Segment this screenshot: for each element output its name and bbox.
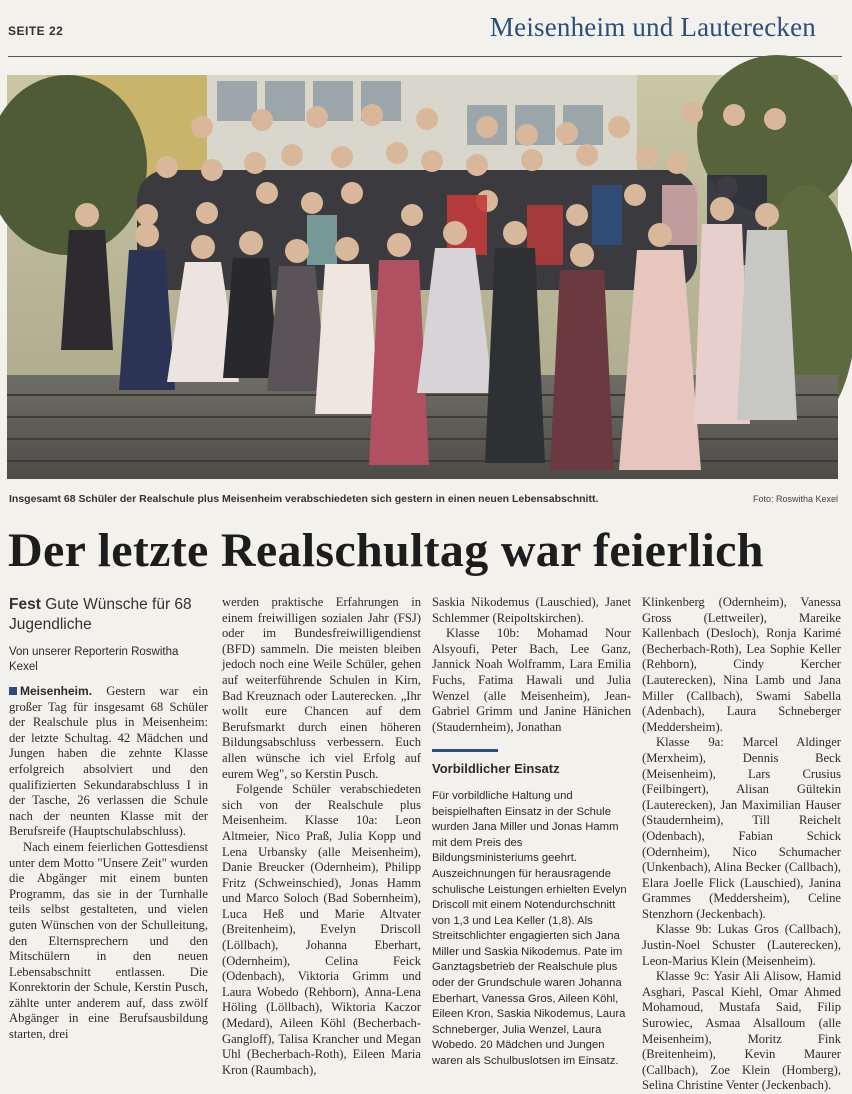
dateline: Meisenheim.	[20, 684, 93, 698]
paragraph: Klinkenberg (Odernheim), Vanessa Gross (Lettweiler), Mareike Kallenbach (Desloch), Ronja Karimé (Becherbach-Roth), Lea Sophie Keller (Rehborn), Cindy Kercher (Lauterecken), Nina Lamb und Jana Miller (Callbach), Swami Sabella (Adenbach), Laura Schneberger (Meddersheim).	[642, 595, 841, 734]
lead-paragraph	[9, 684, 208, 840]
page-number: SEITE 22	[8, 24, 64, 38]
paragraph: Gestern war ein großer Tag für insgesamt 68 Schüler der Realschule plus in Meisenheim: der letzte Schultag. 42 Mädchen und Jungen haben die zehnte Klasse erfolgreich absolviert und den qualifizierten Sekundarabschluss I in der Tasche, 26 verlassen die Schule nach der neunten Klasse mit der Berufsreife (Hauptschulabschluss).	[9, 684, 208, 839]
paragraph: werden praktische Erfahrungen in einem freiwilligen sozialen Jahr (FSJ) oder im Bundesfreiwilligendienst (BFD) sammeln. Die meisten bleiben jedoch noch eine Weile Schüler, gehen auf weiterführende Schulen in Kirn, Bad Kreuznach oder Lauterecken. „Ihr wollt eure Chancen auf dem Berufsmarkt durch einen höheren Bildungsabschluss verbessern. Euch allen wünsche ich viel Erfolg auf eurem Weg", so Kerstin Pusch.	[222, 595, 421, 781]
paragraph: Klasse 9b: Lukas Gros (Callbach), Justin-Noel Schuster (Lauterecken), Leon-Marius Klein (Meisenheim).	[642, 922, 841, 968]
box-title: Vorbildlicher Einsatz	[432, 761, 560, 777]
photo-credit: Foto: Roswitha Kexel	[752, 494, 838, 504]
header-rule	[8, 56, 842, 57]
article-author: Von unserer Reporterin Roswitha Kexel	[9, 646, 179, 673]
photo-caption: Insgesamt 68 Schüler der Realschule plus Meisenheim verabschiedeten sich gestern in einen neuen Lebensabschnitt.	[9, 493, 599, 505]
group-photo-illustration	[7, 75, 838, 479]
box-rule	[432, 749, 498, 752]
article-column-4	[642, 595, 841, 1093]
section-marker-icon	[9, 687, 17, 695]
paragraph: Klasse 9c: Yasir Ali Alisow, Hamid Asghari, Pascal Kiehl, Omar Ahmed Mohamoud, Mustafa Said, Filip Surowiec, Asmaa Alsalloum (alle Meisenheim), Moritz Fink (Breitenheim), Kevin Maurer (Callbach), Zoe Klein (Homberg), Selina Christine Venter (Jeckenbach).	[642, 969, 841, 1093]
article-column-1	[9, 595, 208, 1065]
article-column-3	[432, 595, 631, 1068]
page-header	[0, 0, 852, 60]
paragraph: Nach einem feierlichen Gottesdienst unter dem Motto "Unsere Zeit" wurden die Abgänger mit einem bunten Programm, das sie in der Turnhalle teils selbst gestalteten, und vielen guten Wünschen von der Schulleitung, den Elternsprechern und den Mitschülern in den neuen Lebensabschnitt entlassen. Die Konrektorin der Schule, Kerstin Pusch, zählte unter anderem auf, dass zwölf Abgänger in eine Berufsausbildung starten, drei	[9, 839, 208, 1042]
section-title: Meisenheim und Lauterecken	[489, 12, 816, 42]
article-column-2	[222, 595, 421, 1077]
box-text: Für vorbildliche Haltung und beispielhaften Einsatz in der Schule wurden Jana Miller und Jonas Hamm mit dem Preis des Bildungsministeriums geehrt. Auszeichnungen für herausragende schulische Leistungen erhielten Evelyn Driscoll mit einem Notendurchschnitt von 1,3 und Lea Keller (1,8). Als Streitschlichter engagierten sich Jana Miller und Saskia Nikodemus. Pate im Ganztagsbetrieb der Realschule plus oder der Grundschule waren Johanna Eberhart, Vanessa Gros, Aileen Köhl, Eileen Kron, Saskia Nikodemus, Laura Schneberger, Julia Wenzel, Laura Wobedo. 20 Mädchen und Jungen waren als Schulbuslotsen im Einsatz.	[432, 789, 627, 1068]
paragraph: Klasse 10b: Mohamad Nour Alsyoufi, Peter Bach, Lee Ganz, Jannick Noah Wolframm, Lara Emilia Fuchs, Fatima Hawali und Julia Wenzel (alle Meisenheim), Jean-Gabriel Grimm und Janine Hänichen (Staudernheim), Jonathan	[432, 626, 631, 734]
article-headline: Der letzte Realschultag war feierlich	[8, 524, 764, 577]
article-kicker	[9, 595, 208, 635]
kicker-label: Fest	[9, 596, 41, 613]
group-photo	[7, 75, 838, 479]
paragraph: Saskia Nikodemus (Lauschied), Janet Schlemmer (Reipoltskirchen).	[432, 595, 631, 625]
paragraph: Klasse 9a: Marcel Aldinger (Merxheim), Dennis Beck (Meisenheim), Lars Crusius (Feilbingert), Alisan Gültekin (Lauterecken), Jan Maximilian Hauser (Staudernheim), Till Reichelt (Odenbach), Fabian Schick (Odernheim), Nico Schumacher (Unkenbach), Alina Becker (Callbach), Elara Joelle Flick (Lauschied), Janina Grammes (Meddersheim), Celine Stenzhorn (Jeckenbach).	[642, 735, 841, 921]
kicker-text: Gute Wünsche für 68 Jugendliche	[9, 596, 192, 633]
paragraph: Folgende Schüler verabschiedeten sich von der Realschule plus Meisenheim. Klasse 10a: Leon Altmeier, Nico Praß, Julia Kopp und Lena Urbansky (alle Meisenheim), Danie Breucker (Odernheim), Philipp Fritz (Schweinschied), Jonas Hamm und Marco Soloch (Bad Sobernheim), Luca Heß und Marie Altvater (Breitenheim), Evelyn Driscoll (Löllbach), Johanna Eberhart, (Odernheim), Celina Feick (Odenbach), Viktoria Grimm und Laura Wobedo (Rehborn), Anna-Lena Höling (Löllbach), Wiktoria Kaczor (Medard), Aileen Köhl (Becherbach-Gangloff), Talisa Krancher und Megan Uhl (Becherbach-Roth), Eileen Maria Kron (Raumbach),	[222, 782, 421, 1077]
